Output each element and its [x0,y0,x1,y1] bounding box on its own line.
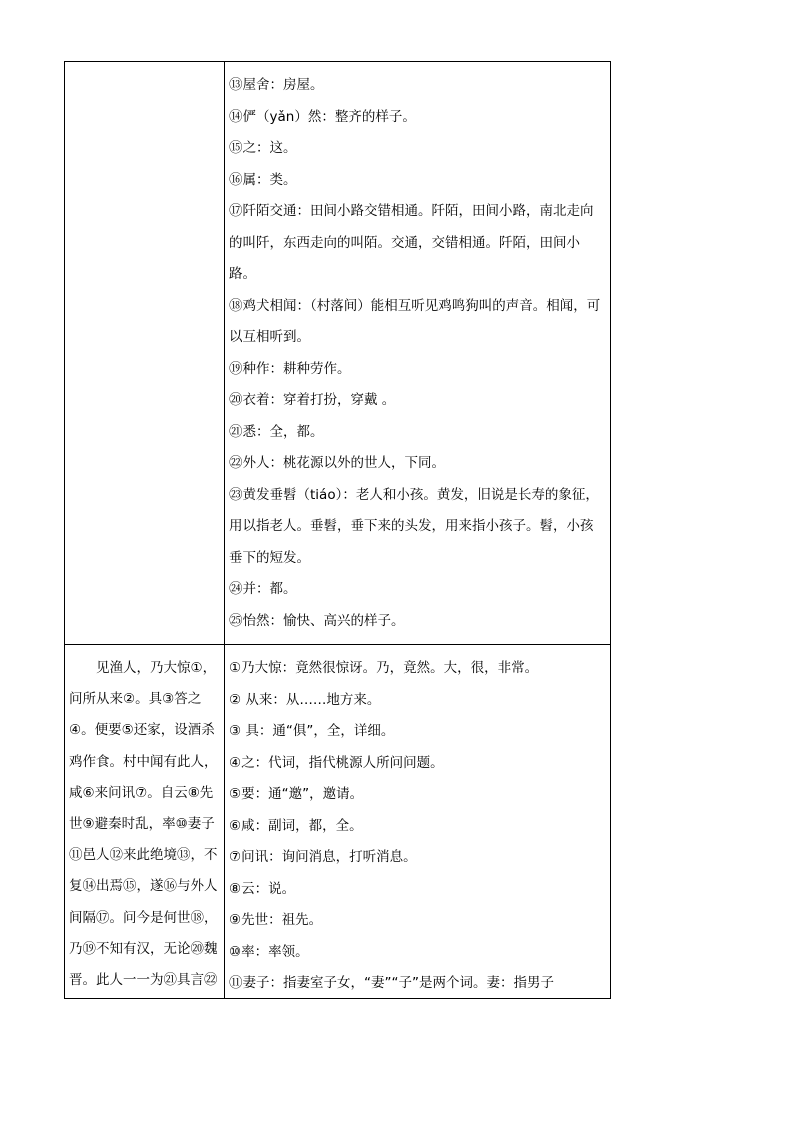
note-item: ①乃大惊：竟然很惊讶。乃，竟然。大，很，非常。 [229,660,539,676]
note-item: ⑧云：说。 [229,880,296,897]
note-item: ⑤要：通“邀”，邀请。 [229,786,364,802]
note-item: ⑩率：率领。 [229,943,309,960]
note-item: ㉕怡然：愉快、高兴的样子。 [229,612,405,629]
table-row [65,62,611,645]
annotation-table [64,61,611,999]
notes-cell [225,645,611,999]
note-item: ② 从来：从……地方来。 [229,691,381,708]
notes-list [225,62,610,643]
note-item: ⑬屋舍：房屋。 [229,77,324,93]
original-text: 见渔人，乃大惊①，问所从来②。具③答之④。便要⑤还家，设酒杀鸡作食。村中闻有此人，咸⑥来问讯⑦。自云⑧先世⑨避秦时乱，率⑩妻子⑪邑人⑫来此绝境⑬，不复⑭出焉⑮，遂⑯与外人间隔⑰。问今是何世⑱，乃⑲不知有汉，无论⑳魏晋。此人一一为㉑具言㉒ [69,660,218,989]
note-item: ㉑悉：全，都。 [229,423,324,440]
note-item: ④之：代词，指代桃源人所问问题。 [229,754,444,771]
note-item: ⑮之：这。 [229,140,297,156]
notes-cell [225,62,611,645]
note-item: ③ 具：通“俱”，全，详细。 [229,723,395,739]
note-item: ⑰阡陌交通：田间小路交错相通。阡陌，田间小路，南北走向的叫阡，东西走向的叫陌。交通，交错相通。阡陌，田间小路。 [229,203,594,282]
note-item: ⑱鸡犬相闻：（村落间）能相互听见鸡鸣狗叫的声音。相闻，可以互相听到。 [229,297,601,345]
note-item: ㉔并：都。 [229,581,297,597]
note-item: ⑯属：类。 [229,171,297,188]
note-item: ⑪妻子：指妻室子女，“妻”“子”是两个词。妻：指男子 [229,975,554,991]
table-row [65,645,611,999]
note-item: ⑦问讯：询问消息，打听消息。 [229,849,417,865]
note-item: ⑥咸：副词，都，全。 [229,817,363,834]
note-item: ⑳衣着：穿着打扮，穿戴 。 [229,392,396,408]
note-item: ⑨先世：祖先。 [229,912,323,928]
note-item: ㉓黄发垂髫（tiáo）：老人和小孩。黄发，旧说是长寿的象征，用以指老人。垂髫，垂下来的头发，用来指小孩子。髫，小孩垂下的短发。 [229,486,599,566]
passage-cell [65,645,225,999]
note-item: ⑲种作：耕种劳作。 [229,360,351,377]
empty-text-cell [65,62,225,645]
note-item: ㉒外人：桃花源以外的世人，下同。 [229,455,445,471]
note-item: ⑭俨（yǎn）然：整齐的样子。 [229,108,416,125]
notes-list [225,645,610,998]
